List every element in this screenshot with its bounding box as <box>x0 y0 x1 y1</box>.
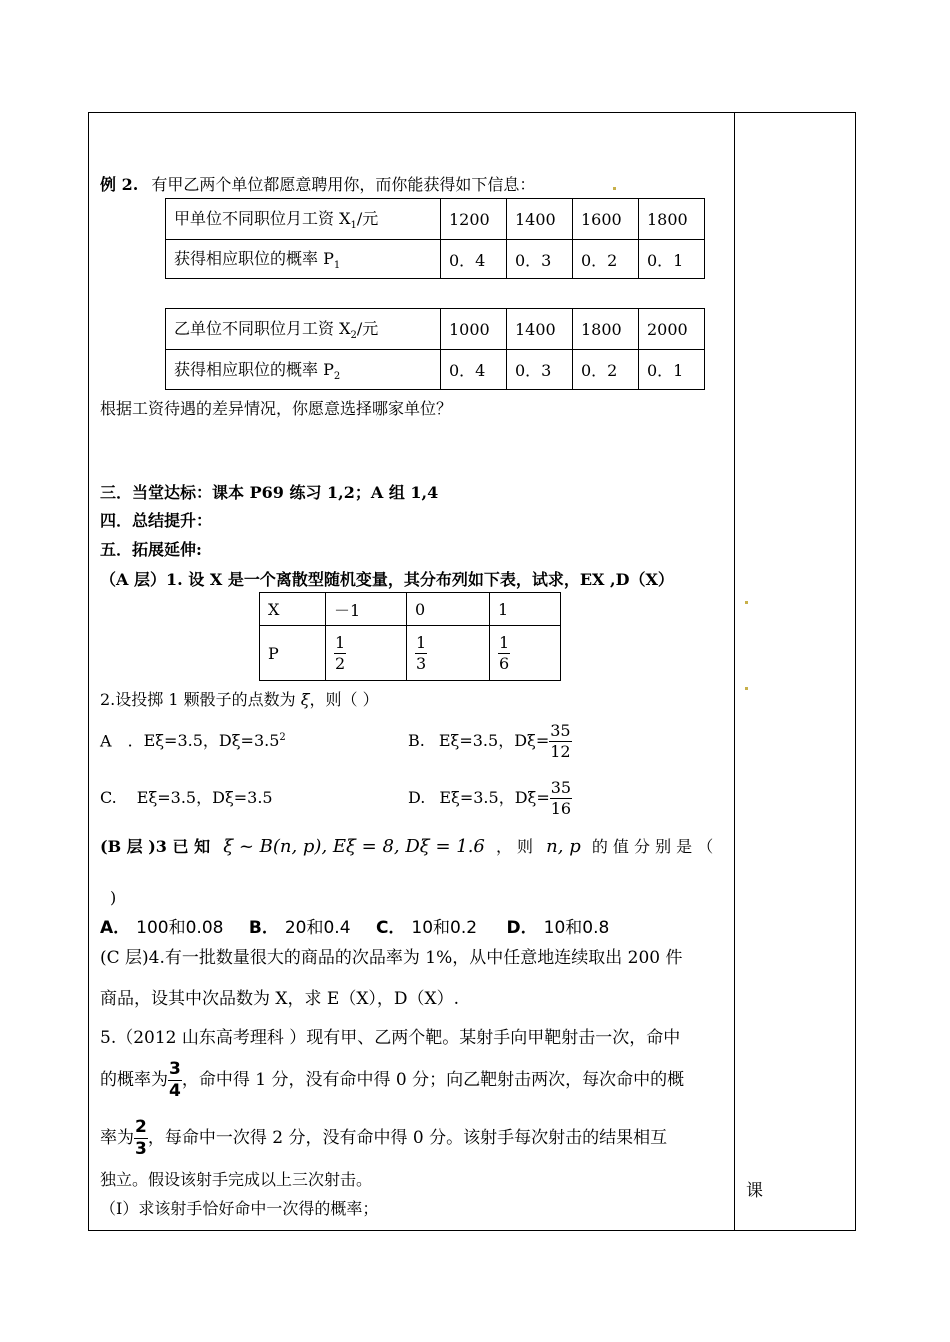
table-cell: 0．1 <box>639 350 705 390</box>
table-cell: 0．1 <box>639 240 705 279</box>
table-cell: 1600 <box>573 199 639 240</box>
example2-line <box>100 177 535 193</box>
table-row <box>260 593 561 626</box>
table-cell: 0．3 <box>507 240 573 279</box>
table-cell: 0．4 <box>441 350 507 390</box>
qa1-text: （A 层）1. 设 X 是一个离散型随机变量，其分布列如下表，试求，EX ,D（X） <box>100 570 674 589</box>
q5-line3: 率为 $\frac{2}{3}$ ，每命中一次得 2 分，没有命中得 0 分。该射手每次射击的结果相互 <box>100 1117 668 1159</box>
column-divider <box>734 112 735 1231</box>
fraction: $\frac{1}{6}$ <box>499 632 510 673</box>
table-cell: 0．3 <box>507 350 573 390</box>
example2-text: 有甲乙两个单位都愿意聘用你，而你能获得如下信息： <box>151 175 536 194</box>
distribution-table <box>259 592 561 681</box>
table-row <box>166 240 705 279</box>
table-cell <box>326 626 407 681</box>
qc4-line2: 商品，设其中次品数为 X，求 E（X），D（X）. <box>100 989 460 1009</box>
table-cell: 乙单位不同职位月工资 $X_2/$元 <box>166 309 441 350</box>
example2-question: 根据工资待遇的差异情况，你愿意选择哪家单位？ <box>100 399 453 418</box>
section-5-heading: 五．拓展延伸: <box>100 540 202 559</box>
table-cell: 0 <box>407 593 490 626</box>
fraction: $\frac{3}{4}$ <box>169 1059 181 1101</box>
fraction: $\frac{1}{2}$ <box>335 632 346 673</box>
table-cell: 甲单位不同职位月工资 $X_1/$元 <box>166 199 441 240</box>
q2-option-d: D. Eξ=3.5，Dξ= $\frac{35}{16}$ <box>408 778 572 818</box>
fraction: $\frac{35}{16}$ <box>550 778 572 818</box>
table-cell: 1800 <box>573 309 639 350</box>
decorative-dot <box>613 187 616 190</box>
example2-heading: 例 2. <box>100 175 139 194</box>
table-cell: 0．2 <box>573 350 639 390</box>
qc4-line1: (C 层)4.有一批数量很大的商品的次品率为 1%，从中任意地连续取出 200 件 <box>100 948 683 968</box>
fraction: $\frac{1}{3}$ <box>416 632 427 673</box>
table-cell: －1 <box>326 593 407 626</box>
table-row <box>166 199 705 240</box>
table-cell: 获得相应职位的概率 $P_2$ <box>166 350 441 390</box>
qb3-line: (B 层 )3 已 知 ξ ~ B(n, p), Eξ = 8, Dξ = 1.6 ， 则 n, p 的 值 分 别 是 （ <box>100 836 714 857</box>
table-cell: 2000 <box>639 309 705 350</box>
section-3-heading: 三．当堂达标：课本 P69 练习 1,2；A 组 1,4 <box>100 483 439 502</box>
table-cell: P <box>260 626 326 681</box>
table-cell: 1200 <box>441 199 507 240</box>
qb3-formula: ξ ~ B(n, p), Eξ = 8, Dξ = 1.6 <box>223 836 485 857</box>
q5-line1: 5.（2012 山东高考理科 ）现有甲、乙两个靶。某射手向甲靶射击一次，命中 <box>100 1028 681 1048</box>
fraction: $\frac{35}{12}$ <box>550 721 571 761</box>
decorative-dot <box>745 601 748 604</box>
salary-table-b <box>165 308 705 390</box>
table-cell: 0．4 <box>441 240 507 279</box>
qb3-close: ) <box>110 888 117 907</box>
table-cell: 1000 <box>441 309 507 350</box>
table-cell: 获得相应职位的概率 $P_1$ <box>166 240 441 279</box>
q2-option-a: A ．Eξ=3.5，$D\xi=3.5^2$ <box>100 731 286 751</box>
salary-table-a <box>165 198 705 279</box>
table-cell: 1400 <box>507 309 573 350</box>
q2-option-c: C. Eξ=3.5，Dξ=3.5 <box>100 788 273 807</box>
table-cell: 0．2 <box>573 240 639 279</box>
decorative-dot <box>745 687 748 690</box>
side-char: 课 <box>746 1181 763 1201</box>
table-row <box>166 350 705 390</box>
table-cell: 1800 <box>639 199 705 240</box>
fraction: $\frac{2}{3}$ <box>135 1117 147 1159</box>
table-cell: 1 <box>490 593 561 626</box>
table-cell: 1400 <box>507 199 573 240</box>
q5-line4: 独立。假设该射手完成以上三次射击。 <box>100 1170 373 1189</box>
table-cell <box>407 626 490 681</box>
table-row <box>166 309 705 350</box>
q5-part1: （Ⅰ）求该射手恰好命中一次得的概率； <box>100 1199 379 1218</box>
qb3-options: A． 100和0.08 B． 20和0.4 C． 10和0.2 D． 10和0.8 <box>100 918 610 938</box>
q2-stem: 2.设投掷 1 颗骰子的点数为 ξ，则（ ） <box>100 690 379 709</box>
table-cell: X <box>260 593 326 626</box>
table-cell <box>490 626 561 681</box>
q5-line2: 的概率为 $\frac{3}{4}$ ，命中得 1 分，没有命中得 0 分；向乙靶射击两次，每次命中的概 <box>100 1059 685 1101</box>
section-4-heading: 四．总结提升： <box>100 511 213 530</box>
q2-option-b: B. Eξ=3.5，Dξ= $\frac{35}{12}$ <box>408 721 571 761</box>
table-row <box>260 626 561 681</box>
